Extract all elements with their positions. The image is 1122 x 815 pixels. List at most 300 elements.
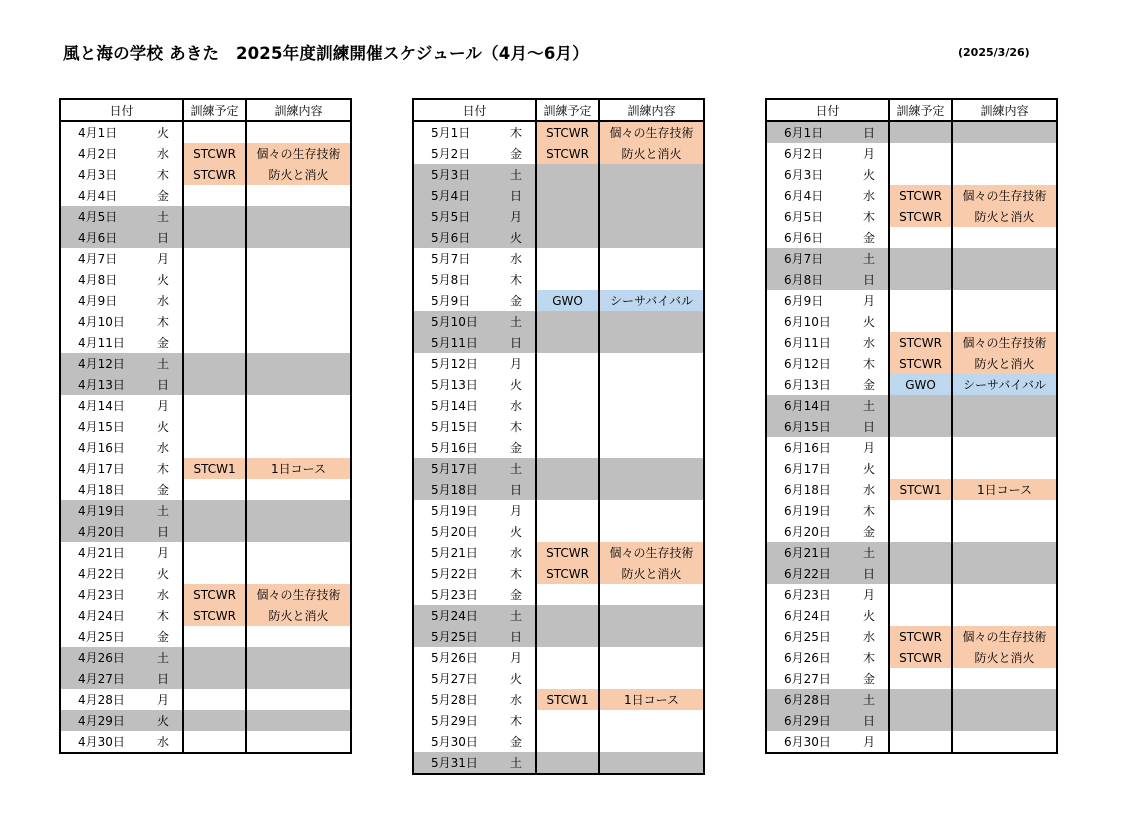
weekday-cell: 金: [510, 735, 523, 749]
weekday-cell: 日: [850, 710, 889, 731]
content-cell: [599, 752, 704, 774]
plan-cell: [183, 479, 246, 500]
plan-cell: STCWR: [536, 563, 599, 584]
plan-cell: [889, 689, 952, 710]
content-cell: 個々の生存技術: [599, 542, 704, 563]
content-cell: [246, 437, 351, 458]
plan-cell: [889, 143, 952, 164]
plan-cell: [889, 542, 952, 563]
date-cell: 6月30日: [766, 731, 850, 753]
date-cell: 5月20日: [413, 521, 497, 542]
date-cell: 5月13日: [413, 374, 497, 395]
date-cell: 4月6日: [60, 227, 144, 248]
content-cell: [952, 121, 1057, 143]
content-cell: [952, 731, 1057, 753]
header-row: [413, 99, 704, 121]
column-header-content: 訓練内容: [952, 99, 1057, 121]
content-cell: [599, 395, 704, 416]
date-cell: 4月8日: [60, 269, 144, 290]
content-cell: [599, 458, 704, 479]
plan-cell: [536, 626, 599, 647]
plan-cell: [183, 437, 246, 458]
plan-cell: STCWR: [889, 185, 952, 206]
table-row: [766, 311, 1057, 332]
date-cell: 6月9日: [766, 290, 850, 311]
content-cell: [952, 311, 1057, 332]
table-row: [60, 668, 351, 689]
table-row: [766, 542, 1057, 563]
table-row: [60, 563, 351, 584]
plan-cell: STCWR: [183, 584, 246, 605]
weekday-cell: 火: [510, 672, 523, 686]
table-row: [766, 332, 1057, 353]
plan-cell: [536, 479, 599, 500]
content-cell: シーサバイバル: [952, 374, 1057, 395]
weekday-cell: 金: [157, 189, 170, 203]
table-row: [766, 374, 1057, 395]
table-row: [413, 752, 704, 774]
content-cell: 防火と消火: [952, 353, 1057, 374]
table-row: [413, 332, 704, 353]
table-row: [413, 185, 704, 206]
plan-cell: [183, 332, 246, 353]
content-cell: [599, 668, 704, 689]
date-cell: 6月27日: [766, 668, 850, 689]
date-cell: 5月15日: [413, 416, 497, 437]
content-cell: [246, 395, 351, 416]
content-cell: [599, 521, 704, 542]
plan-cell: STCWR: [536, 121, 599, 143]
table-row: [766, 710, 1057, 731]
date-cell: 5月10日: [413, 311, 497, 332]
plan-cell: [183, 395, 246, 416]
weekday-cell: 金: [863, 672, 876, 686]
weekday-cell: 月: [863, 294, 876, 308]
table-row: [766, 563, 1057, 584]
weekday-cell: 日: [497, 626, 536, 647]
content-cell: [952, 542, 1057, 563]
date-cell: 4月11日: [60, 332, 144, 353]
table-row: [413, 206, 704, 227]
plan-cell: [889, 731, 952, 753]
plan-cell: [889, 121, 952, 143]
date-cell: 4月1日: [60, 121, 144, 143]
column-header-date: 日付: [413, 99, 536, 121]
content-cell: 個々の生存技術: [246, 143, 351, 164]
date-cell: 5月17日: [413, 458, 497, 479]
table-row: [766, 143, 1057, 164]
date-cell: 6月13日: [766, 374, 850, 395]
date-cell: 6月17日: [766, 458, 850, 479]
date-cell: 4月15日: [60, 416, 144, 437]
weekday-cell: 木: [157, 462, 170, 476]
plan-cell: STCWR: [889, 206, 952, 227]
table-row: [766, 353, 1057, 374]
weekday-cell: 金: [863, 231, 876, 245]
date-cell: 5月24日: [413, 605, 497, 626]
date-cell: 6月19日: [766, 500, 850, 521]
table-row: [60, 542, 351, 563]
content-cell: [599, 584, 704, 605]
date-cell: 5月21日: [413, 542, 497, 563]
weekday-cell: 金: [863, 525, 876, 539]
plan-cell: [889, 605, 952, 626]
content-cell: [246, 374, 351, 395]
date-cell: 5月4日: [413, 185, 497, 206]
weekday-cell: 土: [497, 752, 536, 774]
table-row: [413, 647, 704, 668]
content-cell: [246, 500, 351, 521]
table-row: [60, 458, 351, 479]
content-cell: [599, 374, 704, 395]
weekday-cell: 水: [144, 731, 183, 753]
content-cell: [246, 668, 351, 689]
date-cell: 6月24日: [766, 605, 850, 626]
weekday-cell: 月: [863, 588, 876, 602]
content-cell: [599, 731, 704, 752]
table-row: [60, 689, 351, 710]
date-cell: 4月24日: [60, 605, 144, 626]
weekday-cell: 月: [157, 399, 170, 413]
weekday-cell: 日: [850, 416, 889, 437]
content-cell: [246, 185, 351, 206]
date-cell: 4月17日: [60, 458, 144, 479]
table-row: [413, 584, 704, 605]
plan-cell: STCWR: [889, 332, 952, 353]
content-cell: 1日コース: [599, 689, 704, 710]
schedule-table-june: [765, 98, 1058, 754]
content-cell: [599, 332, 704, 353]
weekday-cell: 金: [157, 483, 170, 497]
table-row: [766, 731, 1057, 753]
table-row: [766, 121, 1057, 143]
issue-date: (2025/3/26): [958, 46, 1030, 59]
weekday-cell: 火: [157, 420, 170, 434]
date-cell: 6月8日: [766, 269, 850, 290]
plan-cell: [889, 437, 952, 458]
plan-cell: [536, 269, 599, 290]
plan-cell: [183, 248, 246, 269]
table-row: [60, 500, 351, 521]
table-row: [413, 500, 704, 521]
date-cell: 6月16日: [766, 437, 850, 458]
plan-cell: STCWR: [536, 143, 599, 164]
table-row: [60, 248, 351, 269]
content-cell: [599, 416, 704, 437]
plan-cell: [536, 500, 599, 521]
table-row: [413, 605, 704, 626]
content-cell: [246, 416, 351, 437]
plan-cell: [889, 290, 952, 311]
table-row: [413, 164, 704, 185]
weekday-cell: 火: [863, 315, 876, 329]
content-cell: [952, 689, 1057, 710]
date-cell: 6月4日: [766, 185, 850, 206]
content-cell: [952, 248, 1057, 269]
date-cell: 4月30日: [60, 731, 144, 753]
content-cell: [952, 458, 1057, 479]
date-cell: 6月26日: [766, 647, 850, 668]
weekday-cell: 水: [157, 588, 170, 602]
content-cell: [246, 689, 351, 710]
date-cell: 6月3日: [766, 164, 850, 185]
plan-cell: [536, 668, 599, 689]
plan-cell: [536, 416, 599, 437]
date-cell: 4月28日: [60, 689, 144, 710]
date-cell: 6月21日: [766, 542, 850, 563]
weekday-cell: 土: [144, 206, 183, 227]
plan-cell: [183, 647, 246, 668]
content-cell: シーサバイバル: [599, 290, 704, 311]
table-row: [60, 710, 351, 731]
weekday-cell: 金: [157, 630, 170, 644]
column-header-date: 日付: [60, 99, 183, 121]
column-header-content: 訓練内容: [246, 99, 351, 121]
table-row: [766, 521, 1057, 542]
date-cell: 4月23日: [60, 584, 144, 605]
column-header-date: 日付: [766, 99, 889, 121]
content-cell: [246, 206, 351, 227]
content-cell: [246, 353, 351, 374]
content-cell: [246, 710, 351, 731]
table-row: [60, 647, 351, 668]
date-cell: 5月22日: [413, 563, 497, 584]
weekday-cell: 木: [863, 357, 876, 371]
date-cell: 4月13日: [60, 374, 144, 395]
weekday-cell: 火: [497, 227, 536, 248]
content-cell: 防火と消火: [952, 206, 1057, 227]
plan-cell: [536, 332, 599, 353]
table-row: [413, 121, 704, 143]
weekday-cell: 金: [510, 441, 523, 455]
content-cell: [952, 416, 1057, 437]
plan-cell: [183, 121, 246, 143]
table-row: [60, 185, 351, 206]
date-cell: 4月16日: [60, 437, 144, 458]
date-cell: 6月14日: [766, 395, 850, 416]
table-row: [766, 290, 1057, 311]
date-cell: 5月23日: [413, 584, 497, 605]
plan-cell: [183, 206, 246, 227]
table-row: [60, 353, 351, 374]
table-row: [766, 248, 1057, 269]
plan-cell: [889, 164, 952, 185]
table-row: [766, 206, 1057, 227]
content-cell: [246, 563, 351, 584]
content-cell: [952, 521, 1057, 542]
date-cell: 4月10日: [60, 311, 144, 332]
content-cell: [599, 269, 704, 290]
table-row: [766, 185, 1057, 206]
weekday-cell: 水: [510, 399, 523, 413]
plan-cell: GWO: [536, 290, 599, 311]
table-row: [60, 416, 351, 437]
weekday-cell: 日: [850, 563, 889, 584]
date-cell: 5月9日: [413, 290, 497, 311]
weekday-cell: 月: [510, 651, 523, 665]
date-cell: 4月7日: [60, 248, 144, 269]
plan-cell: [536, 248, 599, 269]
column-header-plan: 訓練予定: [889, 99, 952, 121]
table-row: [60, 206, 351, 227]
table-row: [413, 437, 704, 458]
weekday-cell: 日: [144, 668, 183, 689]
content-cell: [599, 479, 704, 500]
plan-cell: [536, 185, 599, 206]
table-row: [766, 668, 1057, 689]
content-cell: 防火と消火: [599, 563, 704, 584]
date-cell: 5月11日: [413, 332, 497, 353]
weekday-cell: 水: [510, 693, 523, 707]
table-row: [766, 500, 1057, 521]
table-row: [766, 605, 1057, 626]
table-row: [60, 311, 351, 332]
table-row: [766, 416, 1057, 437]
plan-cell: STCWR: [183, 605, 246, 626]
weekday-cell: 月: [497, 206, 536, 227]
weekday-cell: 土: [497, 311, 536, 332]
table-row: [413, 458, 704, 479]
plan-cell: [183, 710, 246, 731]
weekday-cell: 木: [510, 567, 523, 581]
plan-cell: GWO: [889, 374, 952, 395]
weekday-cell: 火: [863, 609, 876, 623]
content-cell: [246, 647, 351, 668]
date-cell: 5月12日: [413, 353, 497, 374]
table-row: [60, 143, 351, 164]
date-cell: 5月18日: [413, 479, 497, 500]
date-cell: 6月6日: [766, 227, 850, 248]
weekday-cell: 日: [144, 521, 183, 542]
date-cell: 5月30日: [413, 731, 497, 752]
weekday-cell: 土: [850, 248, 889, 269]
date-cell: 6月1日: [766, 121, 850, 143]
plan-cell: [889, 269, 952, 290]
weekday-cell: 土: [850, 689, 889, 710]
weekday-cell: 水: [510, 252, 523, 266]
table-row: [60, 605, 351, 626]
date-cell: 6月22日: [766, 563, 850, 584]
plan-cell: [536, 731, 599, 752]
plan-cell: [183, 542, 246, 563]
table-row: [60, 332, 351, 353]
table-row: [766, 395, 1057, 416]
weekday-cell: 火: [157, 126, 170, 140]
content-cell: [246, 479, 351, 500]
plan-cell: [889, 311, 952, 332]
date-cell: 6月25日: [766, 626, 850, 647]
schedule-table-may: [412, 98, 705, 775]
weekday-cell: 火: [144, 710, 183, 731]
content-cell: 個々の生存技術: [952, 626, 1057, 647]
date-cell: 6月20日: [766, 521, 850, 542]
plan-cell: [536, 206, 599, 227]
table-row: [60, 227, 351, 248]
weekday-cell: 土: [144, 353, 183, 374]
table-row: [60, 269, 351, 290]
date-cell: 4月5日: [60, 206, 144, 227]
weekday-cell: 土: [850, 395, 889, 416]
content-cell: 防火と消火: [599, 143, 704, 164]
plan-cell: [183, 227, 246, 248]
content-cell: [952, 500, 1057, 521]
date-cell: 6月10日: [766, 311, 850, 332]
content-cell: [952, 395, 1057, 416]
content-cell: [246, 248, 351, 269]
table-row: [766, 458, 1057, 479]
table-row: [413, 311, 704, 332]
content-cell: [952, 290, 1057, 311]
content-cell: 防火と消火: [952, 647, 1057, 668]
table-row: [60, 521, 351, 542]
weekday-cell: 火: [157, 567, 170, 581]
date-cell: 5月27日: [413, 668, 497, 689]
content-cell: [952, 437, 1057, 458]
date-cell: 5月2日: [413, 143, 497, 164]
table-row: [60, 121, 351, 143]
content-cell: 1日コース: [952, 479, 1057, 500]
date-cell: 5月29日: [413, 710, 497, 731]
table-row: [413, 353, 704, 374]
weekday-cell: 水: [510, 546, 523, 560]
table-row: [60, 626, 351, 647]
page-title: 風と海の学校 あきた 2025年度訓練開催スケジュール（4月～6月）: [63, 44, 589, 63]
weekday-cell: 日: [850, 121, 889, 143]
weekday-cell: 木: [863, 651, 876, 665]
date-cell: 4月2日: [60, 143, 144, 164]
column-header-plan: 訓練予定: [183, 99, 246, 121]
date-cell: 4月27日: [60, 668, 144, 689]
plan-cell: STCW1: [183, 458, 246, 479]
date-cell: 4月25日: [60, 626, 144, 647]
weekday-cell: 日: [144, 227, 183, 248]
plan-cell: [536, 227, 599, 248]
content-cell: 個々の生存技術: [952, 332, 1057, 353]
weekday-cell: 金: [510, 147, 523, 161]
date-cell: 5月25日: [413, 626, 497, 647]
weekday-cell: 水: [863, 483, 876, 497]
weekday-cell: 水: [157, 441, 170, 455]
content-cell: [246, 121, 351, 143]
weekday-cell: 土: [144, 647, 183, 668]
date-cell: 4月26日: [60, 647, 144, 668]
content-cell: [952, 164, 1057, 185]
plan-cell: [536, 584, 599, 605]
content-cell: [952, 269, 1057, 290]
plan-cell: [889, 227, 952, 248]
date-cell: 5月8日: [413, 269, 497, 290]
table-row: [413, 395, 704, 416]
plan-cell: [183, 374, 246, 395]
plan-cell: [536, 437, 599, 458]
weekday-cell: 火: [510, 378, 523, 392]
plan-cell: [889, 563, 952, 584]
plan-cell: [183, 311, 246, 332]
content-cell: [952, 227, 1057, 248]
table-row: [413, 290, 704, 311]
plan-cell: STCWR: [183, 143, 246, 164]
date-cell: 4月21日: [60, 542, 144, 563]
plan-cell: [536, 311, 599, 332]
weekday-cell: 水: [863, 189, 876, 203]
weekday-cell: 木: [510, 714, 523, 728]
content-cell: [246, 332, 351, 353]
date-cell: 5月28日: [413, 689, 497, 710]
schedule-table-april: [59, 98, 352, 754]
date-cell: 5月14日: [413, 395, 497, 416]
content-cell: [599, 500, 704, 521]
date-cell: 4月3日: [60, 164, 144, 185]
